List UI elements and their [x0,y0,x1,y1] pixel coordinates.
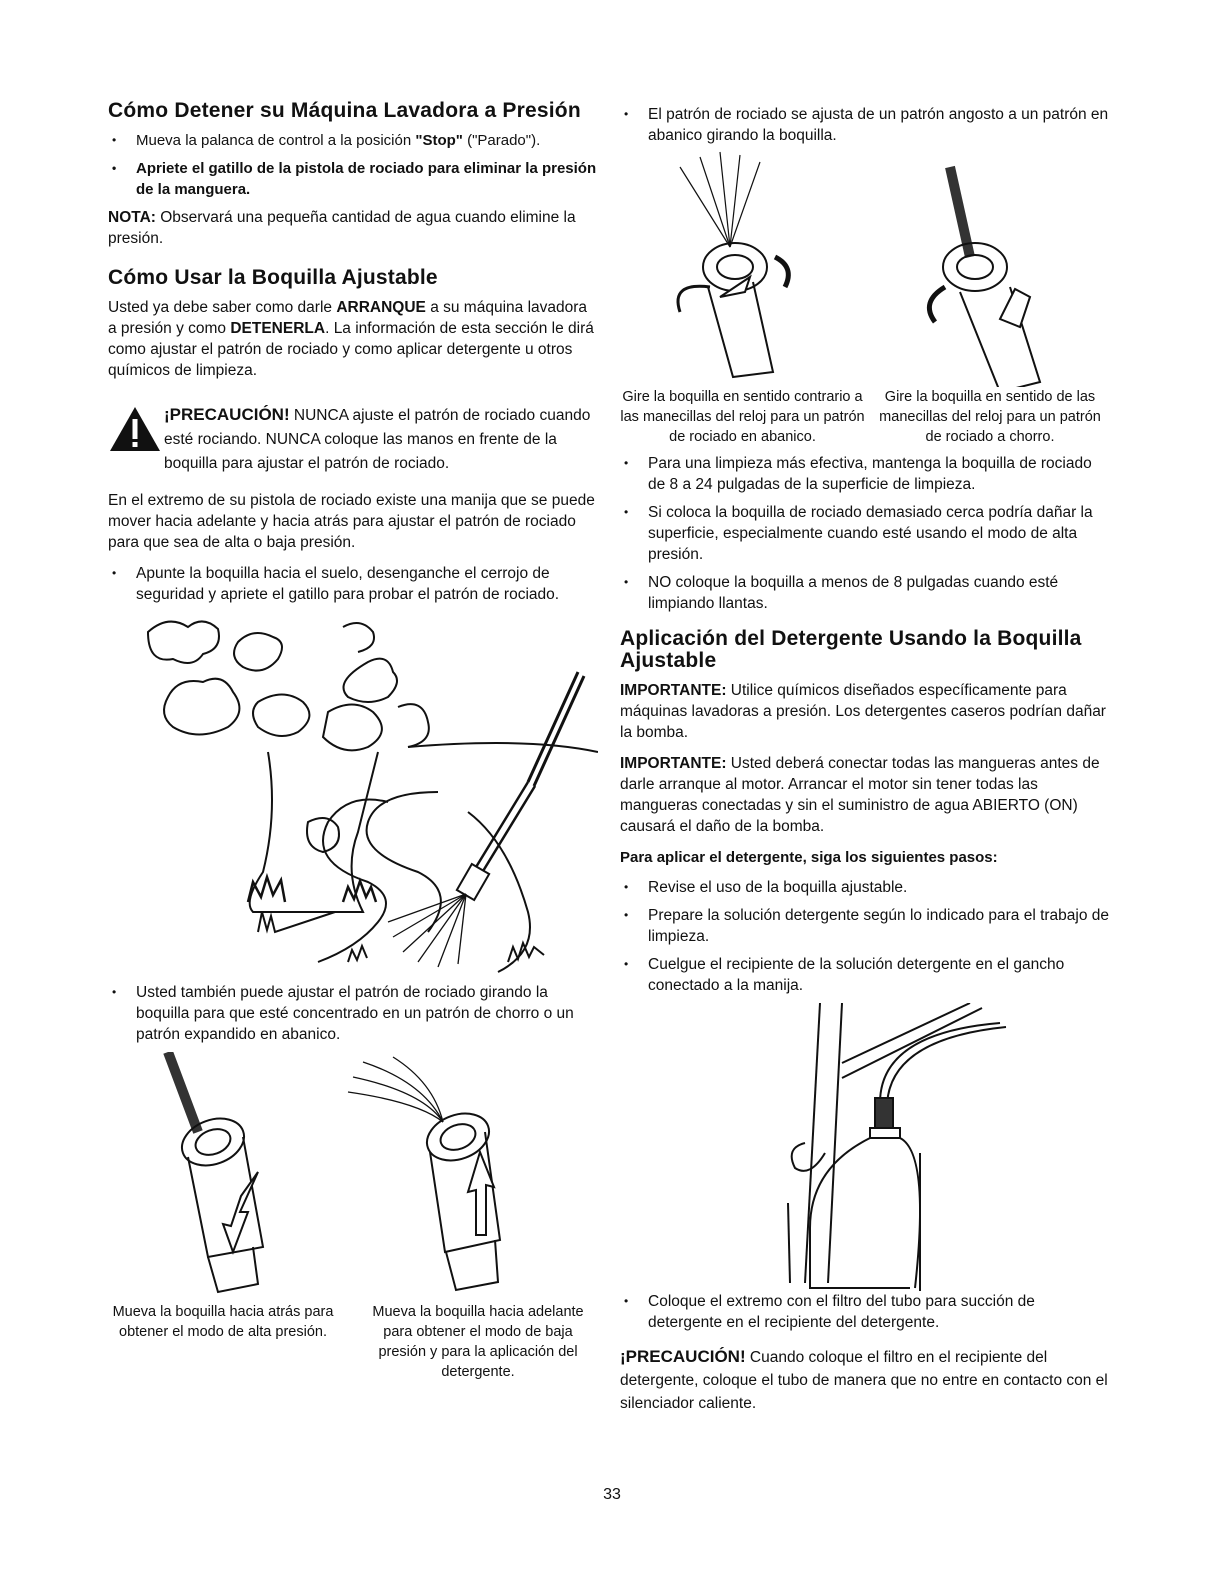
caution-hot-muffler: ¡PRECAUCIÓN! Cuando coloque el filtro en el recipiente del detergente, coloque el tubo de manera que no entre en contacto con el silenciador caliente. [620,1347,1108,1412]
caption-forward: Mueva la boquilla hacia adelante para obtener el modo de baja presión y para la aplicación del detergente. [372,1304,584,1380]
point-list [108,563,598,605]
caution-notice: ¡PRECAUCIÓN! NUNCA ajuste el patrón de rociado cuando esté rociando. NUNCA coloque las manos en frente de la boquilla para ajustar el patrón de rociado. [108,403,598,476]
nozzle-rotate-illustrations [620,147,1110,387]
nozzle-intro: Usted ya debe saber como darle ARRANQUE a su máquina lavadora a presión y como DETENERLA. La información de esta sección le dirá como ajustar el patrón de rociado y como aplicar detergente u otros químicos de limpieza. [108,299,594,379]
pattern-list [620,104,1110,146]
important-1: IMPORTANTE: Utilice químicos diseñados específicamente para máquinas lavadoras a presión. Los detergentes caseros podrían dañar la bomba. [620,682,1106,741]
nozzle-move-captions [108,1302,598,1382]
distance-tip-2: • Si coloca la boquilla de rociado demasiado cerca podría dañar la superficie, especialmente cuando esté usando el modo de alta presión. [620,502,1110,565]
nota-paragraph: NOTA: Observará una pequeña cantidad de agua cuando elimine la presión. [108,209,576,247]
page-number: 33 [603,1486,621,1503]
caption-cw: Gire la boquilla en sentido de las manecillas del reloj para un patrón de rociado a chorro. [879,389,1101,445]
handle-paragraph: En el extremo de su pistola de rociado existe una manija que se puede mover hacia adelante y hacia atrás para ajustar el patrón de rociado para que sea de alta o baja presión. [108,492,595,551]
detergent-step-1: • Revise el uso de la boquilla ajustable. [620,877,1110,898]
pattern-adjust-step: • El patrón de rociado se ajusta de un patrón angosto a un patrón en abanico girando la boquilla. [620,104,1110,146]
nozzle-rotate-drawing [620,147,1110,387]
caption-ccw: Gire la boquilla en sentido contrario a las manecillas del reloj para un patrón de rociado en abanico. [620,389,865,445]
nozzle-move-illustrations [108,1052,598,1302]
tree-spray-illustration [108,602,598,982]
detergent-heading: Aplicación del Detergente Usando la Boquilla Ajustable [620,627,1082,672]
caption-back: Mueva la boquilla hacia atrás para obtener el modo de alta presión. [112,1304,334,1340]
tree-spray-drawing [108,602,598,982]
stop-heading: Cómo Detener su Máquina Lavadora a Presión [108,99,581,122]
nozzle-heading: Cómo Usar la Boquilla Ajustable [108,266,438,289]
nozzle-rotate-captions [620,387,1110,447]
detergent-bottle-illustration [620,1003,1110,1291]
distance-tips-list [620,453,1110,614]
rotate-pattern-step: • Usted también puede ajustar el patrón de rociado girando la boquilla para que esté concentrado en un patrón de chorro o un patrón expandido en abanico. [108,982,598,1045]
detergent-bottle-drawing [620,1003,1110,1291]
rotate-list [108,982,598,1045]
steps-heading: Para aplicar el detergente, siga los siguientes pasos: [620,849,998,866]
detergent-step-2: • Prepare la solución detergente según lo indicado para el trabajo de limpieza. [620,905,1110,947]
filter-list [620,1291,1110,1333]
stop-steps [108,130,598,200]
distance-tip-1: • Para una limpieza más efectiva, mantenga la boquilla de rociado de 8 a 24 pulgadas de la superficie de limpieza. [620,453,1110,495]
left-column [108,100,598,1382]
nozzle-move-drawing [108,1052,598,1302]
distance-tip-3: • NO coloque la boquilla a menos de 8 pulgadas cuando esté limpiando llantas. [620,572,1110,614]
right-column [620,104,1110,1425]
detergent-step-3: • Cuelgue el recipiente de la solución detergente en el gancho conectado a la manija. [620,954,1110,996]
warning-triangle-icon [108,405,162,453]
stop-step-2: • Apriete el gatillo de la pistola de rociado para eliminar la presión de la manguera. [108,158,598,200]
point-ground-step: • Apunte la boquilla hacia el suelo, desenganche el cerrojo de seguridad y apriete el gatillo para probar el patrón de rociado. [108,563,598,605]
filter-step: • Coloque el extremo con el filtro del tubo para succión de detergente en el recipiente del detergente. [620,1291,1110,1333]
detergent-steps-list [620,877,1110,996]
important-2: IMPORTANTE: Usted deberá conectar todas las mangueras antes de darle arranque al motor. Arrancar el motor sin tener todas las mangueras conectadas y sin el suministro de agua ABIERTO (ON) causará el daño de la bomba. [620,755,1100,835]
stop-step-1: • Mueva la palanca de control a la posición "Stop" ("Parado"). [108,130,598,151]
